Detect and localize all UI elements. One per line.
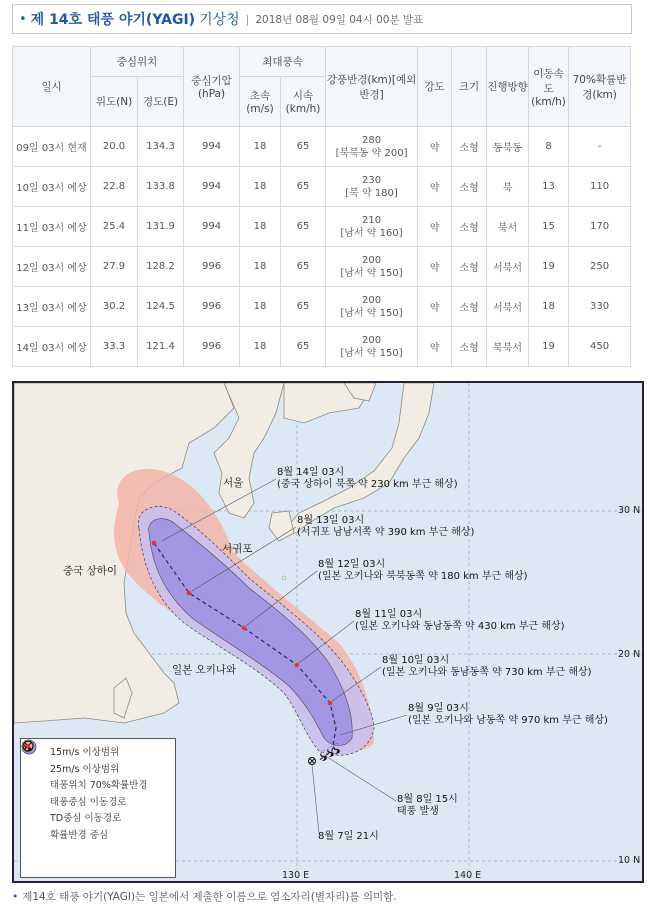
cell-size: 소형 [452,327,487,367]
cell-wind-kmh: 65 [281,327,326,367]
annotation-aug7: 8월 7일 21시 [318,831,379,842]
cell-time: 12일 03시 예상 [13,247,91,287]
ryukyu-island [282,576,286,580]
header-intensity: 강도 [418,47,452,127]
header-wind-radius: 강풍반경(km)[예외반경] [326,47,418,127]
cell-pressure: 994 [184,167,240,207]
city-label-shanghai: 중국 상하이 [63,565,118,577]
lat-label-30n: 30 N [618,505,641,516]
cell-time: 10일 03시 예상 [13,167,91,207]
header-direction: 진행방향 [487,47,529,127]
annotation-aug11: 8월 11일 03시 (일본 오키나와 동남동쪽 약 430 km 부근 해상) [355,609,565,632]
cell-pressure: 994 [184,207,240,247]
header-pressure: 중심기압(hPa) [184,47,240,127]
cell-wind-kmh: 65 [281,167,326,207]
header-speed: 이동속도(km/h) [529,47,569,127]
header-center-position: 중심위치 [91,47,184,77]
cell-size: 소형 [452,247,487,287]
cell-speed: 15 [529,207,569,247]
cell-prob: 170 [569,207,631,247]
header-bullet: • [19,11,27,27]
cell-lat: 22.8 [91,167,138,207]
city-label-seoul: 서울 [223,477,244,489]
cell-radius: 280 [북북동 약 200] [326,127,418,167]
cell-size: 소형 [452,127,487,167]
city-label-seogwipo: 서귀포 [222,543,253,555]
cell-intensity: 약 [418,167,452,207]
cell-speed: 13 [529,167,569,207]
city-label-okinawa: 일본 오키나와 [172,664,237,676]
probability-center-dot [295,663,300,668]
cell-direction: 서북서 [487,287,529,327]
footnote [12,889,642,904]
header-separator: | [245,12,250,26]
annotation-aug10: 8월 10일 03시 (일본 오키나와 동남동쪽 약 730 km 부근 해상) [382,655,592,678]
cell-radius: 200 [남서 약 150] [326,327,418,367]
lon-label-140e: 140 E [454,870,482,881]
cell-lat: 30.2 [91,287,138,327]
typhoon-track-map [12,381,644,883]
cell-time: 14일 03시 예상 [13,327,91,367]
cell-intensity: 약 [418,127,452,167]
cell-prob: - [569,127,631,167]
cell-lat: 20.0 [91,127,138,167]
cell-lat: 33.3 [91,327,138,367]
footnote-text: 제14호 태풍 야기(YAGI)는 일본에서 제출한 이름으로 염소자리(별자리)를 의미함. [22,891,397,903]
header-wind-ms: 초속(m/s) [240,77,281,127]
circle-prob-icon [27,777,47,791]
cell-wind-ms: 18 [240,247,281,287]
cell-lon: 128.2 [138,247,184,287]
table-row [13,167,631,207]
cell-lon: 133.8 [138,167,184,207]
cell-speed: 8 [529,127,569,167]
typhoon-symbol-icon [27,794,47,808]
td-symbol-icon [27,810,47,824]
table-row [13,287,631,327]
header-lon: 경도(E) [138,77,184,127]
cell-time: 13일 03시 예상 [13,287,91,327]
cell-lat: 27.9 [91,247,138,287]
cell-direction: 북서 [487,207,529,247]
legend-item-prob-center: 확률반경 중심 [27,826,169,843]
lon-label-130e: 130 E [282,870,310,881]
table-row [13,127,631,167]
cell-wind-kmh: 65 [281,287,326,327]
header-size: 크기 [452,47,487,127]
annotation-aug12: 8월 12일 03시 (일본 오키나와 북북동쪽 약 180 km 부근 해상) [318,559,528,582]
cell-wind-ms: 18 [240,207,281,247]
cell-radius: 200 [남서 약 150] [326,247,418,287]
probability-center-dot [152,541,157,546]
cell-wind-ms: 18 [240,327,281,367]
lat-label-10n: 10 N [618,855,641,866]
cell-speed: 18 [529,287,569,327]
table-row [13,327,631,367]
cell-intensity: 약 [418,287,452,327]
cell-wind-kmh: 65 [281,127,326,167]
cell-speed: 19 [529,247,569,287]
cell-size: 소형 [452,167,487,207]
cell-radius: 200 [남서 약 150] [326,287,418,327]
cell-prob: 250 [569,247,631,287]
cell-lon: 131.9 [138,207,184,247]
agency-name: 기상청 [199,12,240,28]
cell-time: 11일 03시 예상 [13,207,91,247]
annotation-aug13: 8월 13일 03시 (서귀포 남남서쪽 약 390 km 부근 해상) [297,515,475,538]
typhoon-title: 제 14호 태풍 야기(YAGI) [30,12,196,28]
cell-wind-ms: 18 [240,127,281,167]
cell-wind-kmh: 65 [281,247,326,287]
map-legend [20,738,176,878]
legend-item-15ms: 15m/s 이상범위 [27,743,169,760]
annotation-aug8: 8월 8일 15시 태풍 발생 [397,794,458,817]
table-row [13,207,631,247]
red-dot-icon [27,827,47,841]
header-max-wind: 최대풍속 [240,47,326,77]
cell-intensity: 약 [418,327,452,367]
cell-direction: 동북동 [487,127,529,167]
probability-center-dot [242,626,247,631]
cell-pressure: 996 [184,287,240,327]
annotation-aug9: 8월 9일 03시 (일본 오키나와 남동쪽 약 970 km 부근 해상) [408,703,608,726]
cell-prob: 110 [569,167,631,207]
cell-radius: 210 [남서 약 160] [326,207,418,247]
legend-item-prob: 태풍위치 70%확률반경 [27,776,169,793]
legend-item-track: 태풍중심 이동경로 [27,793,169,810]
cell-wind-ms: 18 [240,287,281,327]
footnote-bullet: • [12,891,19,903]
cell-prob: 330 [569,287,631,327]
forecast-table [12,46,631,367]
probability-center-dot [187,591,192,596]
issued-time: 2018년 08월 09일 04시 00분 발표 [255,13,424,26]
cell-wind-kmh: 65 [281,207,326,247]
header-probability-radius: 70%확률반경(km) [569,47,631,127]
cell-lon: 121.4 [138,327,184,367]
cell-lon: 124.5 [138,287,184,327]
table-row [13,247,631,287]
legend-item-td: TD중심 이동경로 [27,809,169,826]
typhoon-info-header [12,4,632,34]
header-lat: 위도(N) [91,77,138,127]
cell-wind-ms: 18 [240,167,281,207]
cell-pressure: 996 [184,247,240,287]
legend-item-25ms: 25m/s 이상범위 [27,760,169,777]
cell-direction: 북북서 [487,327,529,367]
cell-speed: 19 [529,327,569,367]
cell-lat: 25.4 [91,207,138,247]
lat-label-20n: 20 N [618,649,641,660]
cell-lon: 134.3 [138,127,184,167]
circle-25ms-icon [27,761,47,775]
cell-intensity: 약 [418,207,452,247]
cell-direction: 서북서 [487,247,529,287]
cell-size: 소형 [452,207,487,247]
cell-pressure: 996 [184,327,240,367]
cell-pressure: 994 [184,127,240,167]
cell-radius: 230 [북 약 180] [326,167,418,207]
cell-intensity: 약 [418,247,452,287]
header-datetime: 일시 [13,47,91,127]
annotation-aug14: 8월 14일 03시 (중국 상하이 북쪽 약 230 km 부근 해상) [277,467,458,490]
cell-prob: 450 [569,327,631,367]
probability-center-dot [328,701,333,706]
cell-time: 09일 03시 현재 [13,127,91,167]
cell-direction: 북 [487,167,529,207]
cell-size: 소형 [452,287,487,327]
header-wind-kmh: 시속(km/h) [281,77,326,127]
